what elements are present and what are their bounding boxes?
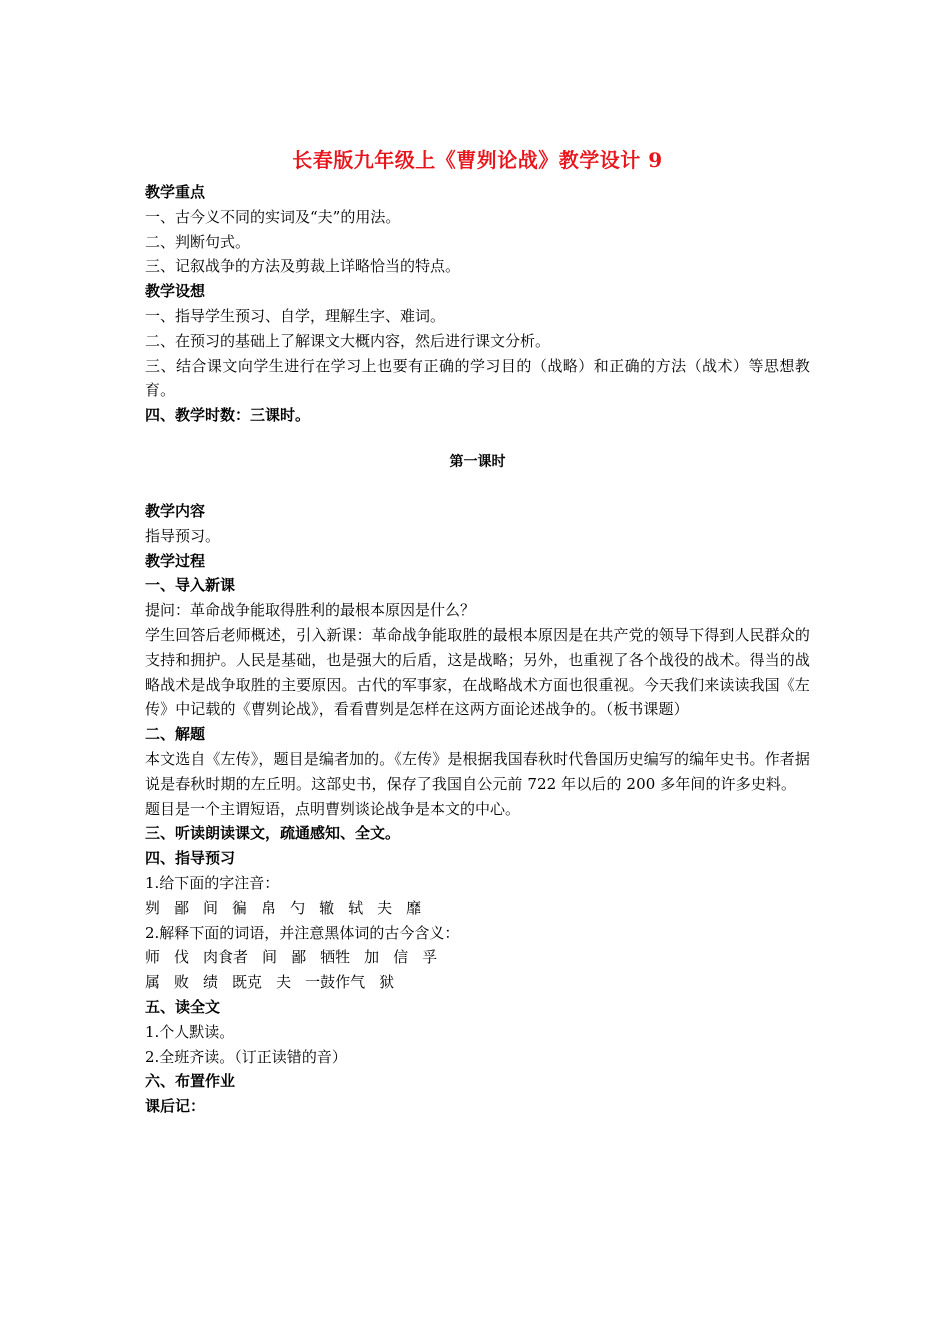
read-item: 1.个人默读。	[145, 1022, 235, 1041]
process-heading: 教学过程	[145, 551, 206, 570]
char-item: 辙	[319, 898, 335, 917]
content-heading: 教学内容	[145, 501, 206, 520]
intro-question: 提问：革命战争能取得胜利的最根本原因是什么？	[145, 601, 476, 620]
char-item: 轼	[348, 898, 364, 917]
section-heading-read-full: 五、读全文	[145, 997, 221, 1016]
design-heading: 教学设想	[145, 282, 206, 301]
word-item: 伐	[174, 948, 190, 967]
word-item: 孚	[422, 948, 438, 967]
section-heading-intro: 一、导入新课	[145, 576, 236, 595]
section-heading-homework: 六、布置作业	[145, 1072, 236, 1091]
char-item: 鄙	[174, 898, 190, 917]
content-text: 指导预习。	[145, 526, 221, 545]
word-item: 牺牲	[320, 948, 351, 967]
word-item: 信	[393, 948, 409, 967]
word-item: 绩	[203, 973, 219, 992]
word-list	[145, 945, 810, 970]
design-item: 三、结合课文向学生进行在学习上也要有正确的学习目的（战略）和正确的方法（战术）等思想教育。	[145, 356, 810, 400]
intro-paragraph: 学生回答后老师概述，引入新课：革命战争能取胜的最根本原因是在共产党的领导下得到人民群众的支持和拥护。人民是基础，也是强大的后盾，这是战略；另外，也重视了各个战役的战术。得当的战略战术是战争取胜的主要原因。古代的军事家，在战略战术方面也很重视。今天我们来读读我国《左传》中记载的《曹刿论战》，看看曹刿是怎样在这两方面论述战争的。（板书课题）	[145, 625, 810, 719]
word-item: 鄙	[291, 948, 307, 967]
focus-heading: 教学重点	[145, 183, 206, 201]
word-list	[145, 970, 810, 995]
section-heading-title-explain: 二、解题	[145, 725, 206, 744]
document-title: 长春版九年级上《曹刿论战》教学设计 9	[292, 148, 663, 172]
lesson-title: 第一课时	[449, 453, 506, 470]
section-heading-reading: 三、听读朗读课文，疏通感知、全文。	[145, 824, 401, 843]
word-item: 属	[145, 973, 161, 992]
preview-question-2: 2.解释下面的词语，并注意黑体词的古今含义：	[145, 923, 460, 942]
word-item: 间	[262, 948, 278, 967]
word-item: 加	[364, 948, 380, 967]
design-item: 二、在预习的基础上了解课文大概内容，然后进行课文分析。	[145, 331, 551, 350]
char-item: 间	[203, 898, 219, 917]
document-page	[145, 146, 810, 1119]
char-item: 帛	[261, 898, 277, 917]
section-heading-preview: 四、指导预习	[145, 849, 236, 868]
word-item: 师	[145, 948, 161, 967]
preview-question-1: 1.给下面的字注音：	[145, 873, 280, 892]
char-list	[145, 896, 810, 921]
focus-item: 一、古今义不同的实词及“夫”的用法。	[145, 207, 401, 226]
title-explain-paragraph: 本文选自《左传》，题目是编者加的。《左传》是根据我国春秋时代鲁国历史编写的编年史书。作者据说是春秋时期的左丘明。这部史书，保存了我国自公元前 722 年以后的 200 多年间的许多史料。	[145, 749, 810, 793]
char-item: 夫	[377, 898, 393, 917]
char-item: 徧	[232, 898, 248, 917]
char-item: 靡	[406, 898, 422, 917]
focus-item: 三、记叙战争的方法及剪裁上详略恰当的特点。	[145, 257, 461, 276]
char-item: 刿	[145, 898, 161, 917]
word-item: 既克	[232, 973, 263, 992]
word-item: 败	[174, 973, 190, 992]
word-item: 狱	[379, 973, 395, 992]
title-explain-paragraph: 题目是一个主谓短语，点明曹刿谈论战争是本文的中心。	[145, 799, 521, 818]
afterword: 课后记：	[145, 1097, 206, 1116]
teaching-hours: 四、教学时数：三课时。	[145, 406, 311, 425]
word-item: 一鼓作气	[305, 973, 366, 992]
char-item: 勺	[290, 898, 306, 917]
focus-item: 二、判断句式。	[145, 232, 251, 251]
word-item: 肉食者	[203, 948, 249, 967]
word-item: 夫	[276, 973, 292, 992]
design-item: 一、指导学生预习、自学，理解生字、难词。	[145, 306, 446, 325]
read-item: 2.全班齐读。（订正读错的音）	[145, 1047, 347, 1066]
